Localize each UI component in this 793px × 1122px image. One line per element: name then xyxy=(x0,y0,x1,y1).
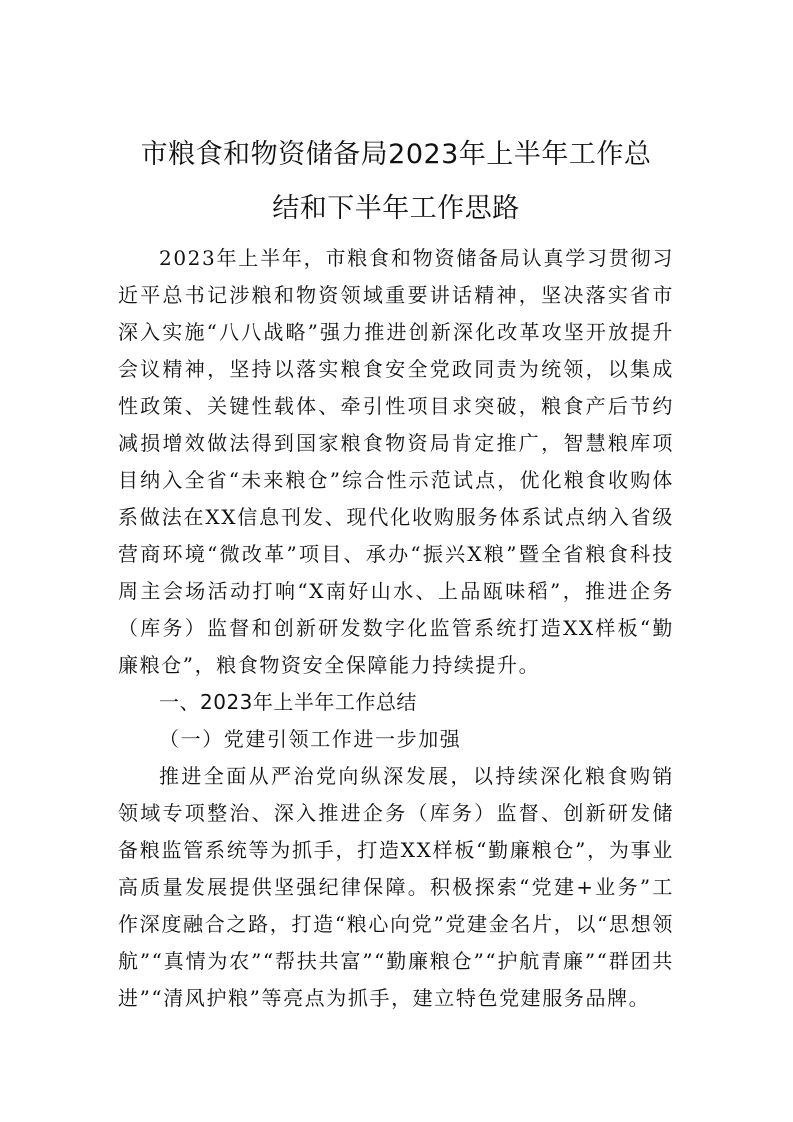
subsection-1-heading: （一）党建引领工作进一步加强 xyxy=(159,727,462,751)
title-line-1: 市粮食和物资储备局2023年上半年工作总 xyxy=(140,139,652,170)
title-line-2: 结和下半年工作思路 xyxy=(272,193,520,224)
section-1-heading: 一、2023年上半年工作总结 xyxy=(159,690,417,714)
document-title xyxy=(118,128,674,236)
subsection-1-paragraph: 推进全面从严治党向纵深发展，以持续深化粮食购销领域专项整治、深入推进企务（库务）监督、创新研发储备粮监管系统等为抓手，打造XX样板“勤廉粮仓”，为事业高质量发展提供坚强纪律保障。积极探索“党建+业务”工作深度融合之路，打造“粮心向党”党建金名片，以“思想领航”“真情为农”“帮扶共富”“勤廉粮仓”“护航青廉”“群团共进”“清风护粮”等亮点为抓手，建立特色党建服务品牌。 xyxy=(118,764,674,1010)
intro-paragraph: 2023年上半年，市粮食和物资储备局认真学习贯彻习近平总书记涉粮和物资领域重要讲话精神，坚决落实省市深入实施“八八战略”强力推进创新深化改革攻坚开放提升会议精神，坚持以落实粮食安全党政同责为统领，以集成性政策、关键性载体、牵引性项目求突破，粮食产后节约减损增效做法得到国家粮食物资局肯定推广，智慧粮库项目纳入全省“未来粮仓”综合性示范试点，优化粮食收购体系做法在XX信息刊发、现代化收购服务体系试点纳入省级营商环境“微改革”项目、承办“振兴X粮”暨全省粮食科技周主会场活动打响“X南好山水、上品瓯味稻”，推进企务（库务）监督和创新研发数字化监管系统打造XX样板“勤廉粮仓”，粮食物资安全保障能力持续提升。 xyxy=(118,246,674,677)
document-page xyxy=(118,128,674,1017)
